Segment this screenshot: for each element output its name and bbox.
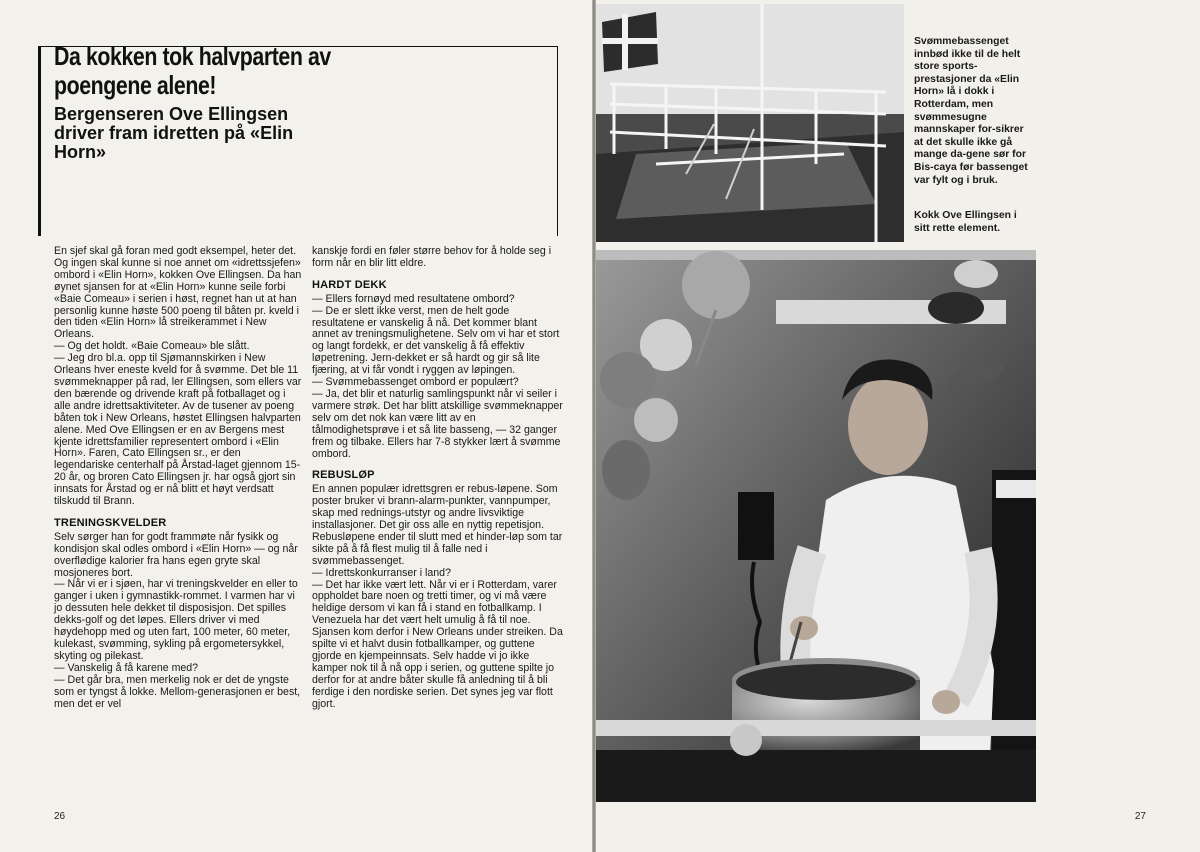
cook-caption: Kokk Ove Ellingsen i sitt rette element.	[914, 210, 1017, 234]
section-heading-rebuslop: REBUSLØP	[312, 469, 375, 482]
article-headline: Da kokken tok halvparten av poengene alene!	[54, 41, 331, 100]
article-subhead: Bergenseren Ove Ellingsen driver fram idretten på «Elin Horn»	[54, 104, 294, 162]
paragraph: kanskje fordi en føler større behov for å holde seg i form når en blir litt eldre.	[312, 245, 552, 269]
pool-deck-photo	[596, 4, 904, 242]
pool-caption: Svømmebassenget innbød ikke til de helt store sports-prestasjoner da «Elin Horn» lå i dokk i Rotterdam, men svømmesugne mannskaper for-sikrer at det skulle ikke gå mange da-gene sør for Bis-caya før bassenget var fylt og i bruk.	[914, 36, 1028, 186]
paragraph: En sjef skal gå foran med godt eksempel, heter det. Og ingen skal kunne si noe annet om «idrettssjefen» ombord i «Elin Horn», kokken Ove Ellingsen. Da han øynet sjansen for at «Elin Horn» kunne seile forbi «Baie Comeau» i serien i høst, regnet han ut at han personlig kunne høste 500 poeng til båten pr. kveld i den tiden «Elin Horn» lå streikerammet i New Orleans.	[54, 245, 302, 341]
paragraph: — Svømmebassenget ombord er populært?	[312, 376, 519, 389]
page-number-left: 26	[54, 811, 66, 822]
paragraph: — Idrettskonkurranser i land?	[312, 566, 451, 579]
paragraph: Selv sørger han for godt frammøte når fysikk og kondisjon skal odles ombord i «Elin Horn» — og når overflødige kalorier fra hans egen gryte skal mosjoneres bort.	[54, 530, 298, 579]
pool-deck-illustration	[596, 4, 904, 242]
page-number-right: 27	[1134, 811, 1146, 822]
paragraph: — Vanskelig å få karene med?	[54, 661, 199, 674]
paragraph: — De er slett ikke verst, men de helt gode resultatene er vanskelig å nå. Det kommer blant annet av treningsmulighetene. Selv om vi har et stort og langt fordekk, er det vanskelig å få effektiv løpetrening. Jern-dekket er så hardt og gir så lite fjæring, at vi får vondt i ryggen av løpingen.	[312, 304, 560, 377]
section-heading-treningskvelder: TRENINGSKVELDER	[54, 516, 167, 529]
paragraph: — Ja, det blir et naturlig samlingspunkt når vi seiler i varmere strøk. Det har blitt atskillige svømmeknapper selv om det nok kan være litt av en tålmodighetsprøve i et så lite basseng, — 32 ganger frem og tilbake. Ellers har 7-8 stykker lært å svømme ombord.	[312, 387, 563, 460]
paragraph: — Det går bra, men merkelig nok er det de yngste som er tyngst å lokke. Mellom-generasjonen er best, men det er vel	[54, 673, 301, 710]
section-heading-hardt-dekk: HARDT DEKK	[312, 278, 387, 291]
paragraph: — Ellers fornøyd med resultatene ombord?	[312, 292, 515, 305]
paragraph: — Det har ikke vært lett. Når vi er i Rotterdam, varer oppholdet bare noen og tretti timer, og vi må være heldige dersom vi kan få i stand en fotballkamp. I Venezuela har det vært helt umulig å få til noe. Sjansen kom derfor i New Orleans under streiken. Da spilte vi et halvt dusin fotballkamper, og guttene gjorde en kjempeinnsats. Selv hadde vi jo ikke kamper nok til å nå opp i serien, og guttene spilte jo derfor for at andre båter skulle få anledning til å bli ferdige i den nordiske serien. Det synes jeg var flott gjort.	[312, 578, 563, 710]
paragraph: En annen populær idrettsgren er rebus-løpene. Som poster bruker vi brann-alarm-punkter, vannpumper, skap med rednings-utstyr og andre livsviktige installasjoner. Det gir oss alle en nyttig repetisjon. Rebusløpene ender til slutt med et hinder-løp som tar sikte på å få flest mulig til å falle ned i svømmebassenget.	[312, 483, 563, 567]
paragraph: — Jeg dro bl.a. opp til Sjømannskirken i New Orleans hver eneste kveld for å svømme. Det ble 11 svømmeknapper på rad, ler Ellingsen, som ellers var den bærende og drivende kraft på fotballaget og i alle andre idrettsaktiviteter. Av de tusener av poeng båten tok i New Orleans, høstet Ellingsen halvparten alene. Med Ove Ellingsen er en av Bergens mest kjente idrettsfamilier representert ombord i «Elin Horn». Faren, Cato Ellingsen sr., er den legendariske centerhalf på Årstad-laget gjennom 15-20 år, og broren Cato Ellingsen jr. har også gjort sin innsats for Årstad og er nå blitt et høyt verdsatt tilskudd til Brann.	[54, 352, 302, 508]
text-column-2	[312, 246, 564, 711]
paragraph: — Og det holdt. «Baie Comeau» ble slått.	[54, 340, 250, 353]
kitchen-illustration	[596, 250, 1036, 802]
text-column-1	[54, 246, 302, 710]
right-page	[596, 0, 1200, 852]
left-page	[0, 0, 592, 852]
paragraph: — Når vi er i sjøen, har vi treningskvelder en eller to ganger i uken i gymnastikk-rommet. I varmen har vi jo dessuten hele dekket til disposisjon. Det spilles dekks-golf og det løpes. Ellers driver vi med høydehopp med og uten fart, 100 meter, 60 meter, kulekast, svømming, sykling på ergometersykkel, skyting og pilekast.	[54, 578, 298, 662]
kitchen-photo	[596, 250, 1036, 802]
